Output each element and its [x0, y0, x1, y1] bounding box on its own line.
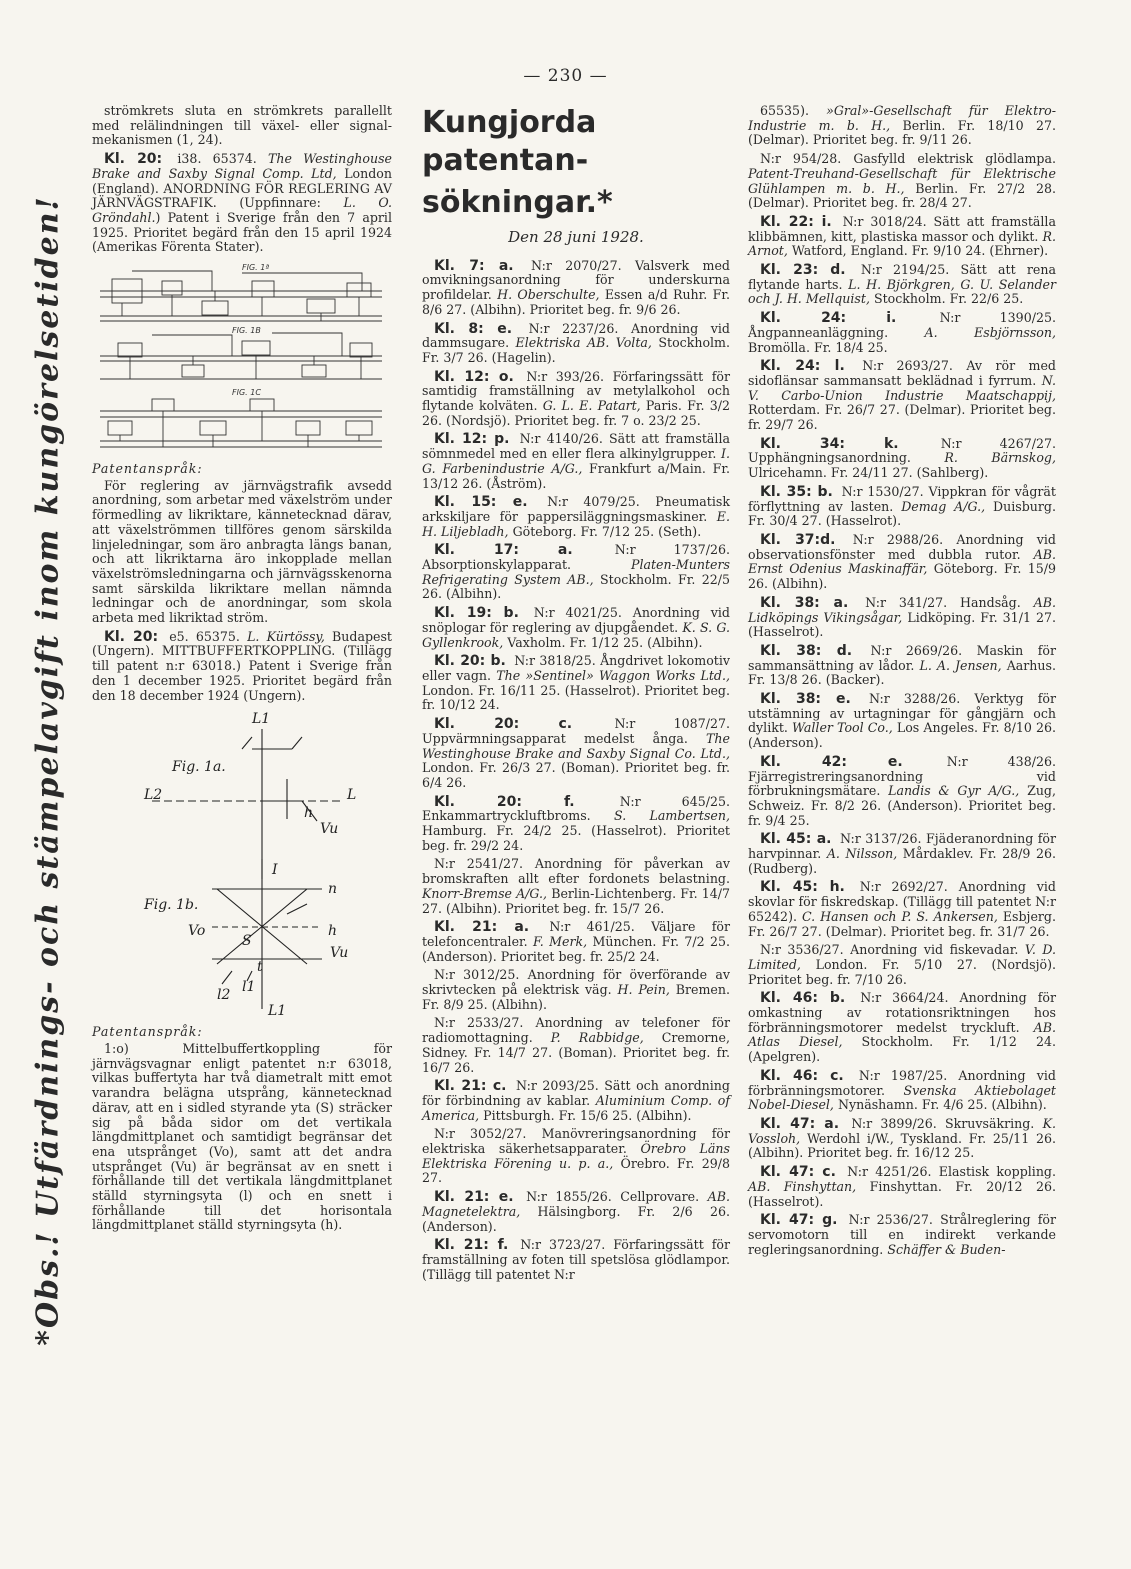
- entry-applicant: Platen-Munters Refrigerating System AB.,: [422, 557, 730, 587]
- patent-entry: [748, 1069, 1056, 1113]
- entry-text: N:r 2533/27. Anordning av telefoner för radiomottagning.: [422, 1015, 730, 1046]
- entry-applicant: Aluminium Comp. of America,: [422, 1092, 730, 1123]
- patent-entry: [422, 543, 730, 602]
- entry-class: Kl. 21: a.: [434, 919, 530, 936]
- patent-entry: [422, 1190, 730, 1234]
- patent-entry: [422, 432, 730, 491]
- section-headline-line1: Kungjorda patentan-: [422, 105, 597, 178]
- entry-applicant: V. D. Limited,: [748, 942, 1056, 972]
- label-L: L: [347, 787, 357, 804]
- entry-applicant: I. G. Farbenindustrie A/G.,: [422, 446, 730, 476]
- entry-applicant: S. Lambertsen,: [614, 808, 730, 824]
- column-2-entries: [422, 259, 730, 1283]
- entry-class: Kl. 46: c.: [760, 1067, 844, 1084]
- entry-text: N:r 1855/26. Cellprovare.: [526, 1189, 700, 1205]
- entry-details: Berlin-Lichtenberg. Fr. 14/7 27. (Albihn). Prioritet beg. fr. 15/7 26.: [422, 885, 730, 916]
- entry-text: N:r 4021/25. Anordning vid snöplogar för reglering av djupgåendet.: [422, 605, 730, 635]
- column-3: [748, 104, 1056, 1261]
- sidebar-text: *Obs.! Utfärdnings- och stämpelavgift inom kungörelsetiden!: [30, 194, 66, 1346]
- patent-entry: [748, 1213, 1056, 1257]
- patent-entry: [748, 485, 1056, 529]
- label-Vu: Vu: [320, 821, 339, 838]
- label-h: h: [304, 805, 314, 822]
- entry-text: N:r 2237/26. Anordning vid dammsugare.: [422, 320, 730, 351]
- entry-details: Watford, England. Fr. 9/10 24. (Ehrner).: [791, 243, 1049, 259]
- entry-text: N:r 3723/27. Förfaringssätt för framställning av foten till spetslösa glödlampor. (Tillägg till patentet N:r: [422, 1237, 730, 1282]
- entry-class: Kl. 34: k.: [760, 435, 899, 452]
- entry-details: Nynäshamn. Fr. 4/6 25. (Albihn).: [837, 1097, 1047, 1113]
- entry-applicant: Waller Tool Co.,: [792, 720, 893, 736]
- entry-details: Göteborg. Fr. 7/12 25. (Seth).: [512, 523, 702, 539]
- entry-text: N:r 2194/25. Sätt att rena flytande harts.: [748, 262, 1056, 292]
- entry-applicant: F. Merk,: [533, 933, 588, 949]
- claims-text-2: 1:o) Mittelbuffertkoppling för järnvägsvagnar enligt patentet n:r 63018, vilkas buffertyta har två diametralt mitt emot varandra belägna utsprång, kännetecknad därav, att en i sidled styrande yta (S) sträcker sig på båda sidor om det vertikala längdmittplanet och samtidigt begränsar det ena utsprånget (Vo), samt att det andra utsprånget (Vu) är begränsat av en snett i förhållande till det vertikala längdmittplanet ställd styrningsyta (l) och en snett i förhållande till det horisontala längdmittplanet ställd styrningsyta (h).: [92, 1040, 392, 1233]
- entry-class: Kl. 17: a.: [434, 542, 573, 559]
- entry-details: Vaxholm. Fr. 1/12 25. (Albihn).: [507, 634, 703, 650]
- entry-details: Hälsingborg. Fr. 2/6 26. (Anderson).: [422, 1203, 730, 1234]
- entry-text: N:r 2541/27. Anordning för påverkan av bromskraften allt efter fordonets belastning.: [422, 856, 730, 887]
- buffer-coupling-diagram: [92, 709, 392, 1019]
- entry-applicant: N. V. Carbo-Union Industrie Maatschappij,: [748, 372, 1056, 403]
- fig-label-1a: FIG. 1ª: [242, 263, 270, 273]
- entry-class: Kl. 21: c.: [434, 1078, 507, 1095]
- entry-applicant: Schäffer & Buden-: [887, 1241, 1006, 1257]
- entry-text: N:r 645/25. Enkammartryckluftbroms.: [422, 793, 730, 824]
- page-number: — 230 —: [523, 66, 608, 86]
- entry-class: Kl. 24: i.: [760, 310, 897, 327]
- entry-text: N:r 4140/26. Sätt att framställa sömnmedel med en eller flera alkinylgrupper.: [422, 431, 730, 462]
- patent-entry: [748, 152, 1056, 211]
- label-l1: l1: [242, 979, 256, 996]
- entry-details: Berlin. Fr. 27/2 28. (Delmar). Prioritet beg. fr. 28/4 27.: [748, 180, 1056, 211]
- patent-entry: [422, 857, 730, 916]
- entry-applicant: G. L. E. Patart,: [542, 398, 641, 414]
- entry-applicant: L. H. Björkgren, G. U. Selander och J. H. Mellquist,: [748, 276, 1056, 307]
- entry-class: Kl. 12: p.: [434, 431, 510, 448]
- patent-entry: [748, 263, 1056, 307]
- entry-text: N:r 1987/25. Anordning vid förbränningsmotorer.: [748, 1067, 1056, 1098]
- entry-details: Frankfurt a/Main. Fr. 13/12 26. (Åström).: [422, 460, 730, 491]
- entry-inventor: L. O. Gröndahl.: [92, 195, 392, 225]
- patent-entry: [748, 1117, 1056, 1161]
- entry-class: Kl. 20:: [104, 151, 163, 168]
- entry-text: N:r 1530/27. Vippkran för vågrät förflyttning av lasten.: [748, 483, 1056, 514]
- entry-text: N:r 3899/26. Skruvsäkring.: [851, 1116, 1035, 1131]
- patent-entry: [748, 880, 1056, 939]
- entry-text: N:r 954/28. Gasfylld elektrisk glödlampa.: [760, 151, 1056, 167]
- patent-entry: [748, 755, 1056, 829]
- entry-text: N:r 2070/27. Valsverk med omvikningsanordning för underskurna profildelar.: [422, 257, 730, 303]
- entry-text: N:r 2093/25. Sätt och anordning för förbindning av kablar.: [422, 1078, 730, 1108]
- entry-text: N:r 2536/27. Strålreglering för servomotorn till en indirekt verkande regleringsanordning.: [748, 1212, 1056, 1257]
- entry-details: Stockholm. Fr. 22/5 26. (Albihn).: [422, 571, 730, 602]
- fig-1b-label: Fig. 1b.: [144, 897, 199, 914]
- entry-class: Kl. 47: a.: [760, 1116, 840, 1132]
- entry-details: Paris. Fr. 3/2 26. (Nordsjö). Prioritet beg. fr. 7 o. 23/2 25.: [422, 398, 730, 428]
- entry-number: i38. 65374.: [177, 151, 257, 167]
- entry-class: Kl. 20: c.: [434, 716, 573, 733]
- label-n: n: [328, 881, 338, 898]
- intro-text: strömkrets sluta en strömkrets parallellt med relälindningen till växel- eller signalmekanismen (1, 24).: [92, 103, 392, 148]
- entry-class: Kl. 20: b.: [434, 653, 506, 670]
- entry-applicant: R. Bärnskog,: [944, 450, 1056, 466]
- label-h2: h: [328, 923, 338, 940]
- entry-text: N:r 393/26. Förfaringssätt för samtidig framställning av metylalkohol och flytande kolväten.: [422, 368, 730, 414]
- entry-details: Lidköping. Fr. 31/1 27. (Hasselrot).: [748, 609, 1056, 640]
- entry-applicant: Demag A/G.,: [901, 498, 986, 514]
- entry-text: N:r 2693/27. Av rör med sidoflänsar sammansatt beklädnad i fyrrum.: [748, 358, 1056, 388]
- entry-applicant: P. Rabbidge,: [550, 1030, 644, 1046]
- entry-class: Kl. 47: c.: [760, 1164, 836, 1181]
- entry-details: Göteborg. Fr. 15/9 26. (Albihn).: [748, 561, 1056, 592]
- entry-text: N:r 3137/26. Fjäderanordning för harvpinnar.: [748, 831, 1056, 862]
- circuit-diagram-figure: [92, 261, 392, 456]
- patent-entry: [422, 920, 730, 964]
- entry-applicant: L. Kürtössy,: [247, 628, 325, 644]
- entry-text: N:r 4079/25. Pneumatisk arkskiljare för pappersiläggningsmaskiner.: [422, 494, 730, 524]
- entry-text: N:r 438/26. Fjärregistreringsanordning vid förbrukningsmätare.: [748, 753, 1056, 799]
- entry-applicant: AB. Ernst Odenius Maskinaffär,: [748, 546, 1056, 577]
- entry-applicant: AB. Magnetelektra,: [422, 1189, 730, 1219]
- column-2: [422, 104, 730, 1286]
- entry-class: Kl. 20: f.: [434, 793, 575, 810]
- entry-text: N:r 1087/27. Uppvärmningsapparat medelst ånga.: [422, 716, 730, 746]
- patent-entry: [422, 1016, 730, 1075]
- entry-applicant: AB. Finshyttan,: [748, 1178, 857, 1194]
- entry-applicant: E. H. Liljebladh,: [422, 508, 730, 539]
- fig-label-1b: FIG. 1B: [232, 326, 261, 336]
- entry-details: Stockholm. Fr. 22/6 25.: [873, 291, 1024, 307]
- patent-entry: [748, 359, 1056, 433]
- patent-entry: [422, 1079, 730, 1123]
- label-t: t: [257, 959, 263, 976]
- patent-entry: [748, 533, 1056, 592]
- claims-heading-2: Patentanspråk:: [92, 1024, 203, 1040]
- entry-class: Kl. 21: f.: [434, 1237, 509, 1254]
- entry-details: Pittsburgh. Fr. 15/6 25. (Albihn).: [483, 1107, 692, 1123]
- entry-text: N:r 341/27. Handsåg.: [865, 594, 1021, 610]
- entry-text: N:r 1737/26. Absorptionskylapparat.: [422, 542, 730, 573]
- entry-class: Kl. 20:: [104, 628, 159, 645]
- entry-details: Berlin. Fr. 18/10 27. (Delmar). Prioritet beg. fr. 9/11 26.: [748, 117, 1056, 148]
- patent-entry-65374: [92, 152, 392, 255]
- entry-details: London. Fr. 26/3 27. (Boman). Prioritet beg. fr. 6/4 26.: [422, 760, 730, 790]
- entry-applicant: »Gral»-Gesellschaft für Elektro-Industrie m. b. H.,: [748, 103, 1056, 133]
- claims-text-1: För reglering av järnvägstrafik avsedd anordning, som arbetar med växelström under förmedling av likriktare, kännetecknad därav, att växelströmmen tillföres genom särskilda linjeledningar, som äro anbragta längs banan, och att likriktarna äro inkopplade mellan växelströmsledningarna och järnvägsskenorna samt särskilda likriktare mellan nämnda ledningar och de anordningar, som skola arbeta med likriktad ström.: [92, 477, 392, 626]
- patent-entry: [422, 370, 730, 429]
- entry-class: Kl. 8: e.: [434, 320, 513, 337]
- entry-applicant: C. Hansen och P. S. Ankersen,: [801, 908, 998, 924]
- patent-entry: [748, 215, 1056, 259]
- entry-class: Kl. 19: b.: [434, 605, 519, 622]
- entry-applicant: AB. Atlas Diesel,: [748, 1019, 1056, 1050]
- patent-entry: [748, 437, 1056, 481]
- patent-entry: [422, 259, 730, 318]
- entry-text: N:r 2988/26. Anordning vid observationsfönster med dubbla rutor.: [748, 531, 1056, 562]
- entry-class: Kl. 37:d.: [760, 531, 836, 548]
- patent-entry: [422, 1238, 730, 1282]
- label-l2: l2: [217, 987, 231, 1004]
- entry-class: Kl. 45: h.: [760, 879, 845, 896]
- entry-text: N:r 461/25. Väljare för telefoncentraler.: [422, 919, 730, 949]
- entry-details: Esbjerg. Fr. 26/7 27. (Delmar). Prioritet beg. fr. 31/7 26.: [748, 908, 1056, 939]
- entry-class: Kl. 47: g.: [760, 1212, 838, 1229]
- entry-details: Rotterdam. Fr. 26/7 27. (Delmar). Prioritet beg. fr. 29/7 26.: [748, 402, 1056, 433]
- label-S: S: [242, 933, 252, 950]
- entry-text: Budapest (Ungern). MITTBUFFERTKOPPLING. (Tillägg till patent n:r 63018.) Patent i Sverige från den 1 december 1925. Prioritet begärd från den 18 december 1924 (Ungern).: [92, 628, 392, 703]
- label-I: I: [272, 862, 278, 879]
- entry-text: N:r 3288/26. Verktyg för utstämning av urtagningar för gångjärn och dylikt.: [748, 691, 1056, 736]
- entry-applicant: K. Vossloh,: [748, 1116, 1057, 1146]
- section-date: Den 28 juni 1928.: [508, 228, 644, 246]
- entry-applicant: Elektriska AB. Volta,: [515, 335, 652, 351]
- entry-details: Essen a/d Ruhr. Fr. 8/6 27. (Albihn). Prioritet beg. fr. 9/6 26.: [422, 287, 730, 317]
- claims-heading-1: Patentanspråk:: [92, 461, 203, 477]
- entry-class: Kl. 15: e.: [434, 494, 528, 511]
- entry-details: Aarhus. Fr. 13/8 26. (Backer).: [748, 657, 1056, 688]
- entry-applicant: Knorr-Bremse A/G.,: [422, 885, 548, 901]
- entry-applicant: A. Esbjörnsson,: [924, 324, 1056, 340]
- entry-details: München. Fr. 7/2 25. (Anderson). Prioritet beg. fr. 25/2 24.: [422, 933, 731, 964]
- entry-details: London. Fr. 5/10 27. (Nordsjö). Prioritet beg. fr. 7/10 26.: [748, 956, 1056, 987]
- entry-applicant: The »Sentinel» Waggon Works Ltd.,: [496, 667, 730, 683]
- section-headline-line2: sökningar.*: [422, 185, 613, 220]
- patent-entry: [748, 991, 1056, 1065]
- entry-details: Zug, Schweiz. Fr. 8/2 26. (Anderson). Prioritet beg. fr. 9/4 25.: [748, 783, 1056, 828]
- entry-class: Kl. 46: b.: [760, 990, 846, 1007]
- entry-details: Los Angeles. Fr. 8/10 26. (Anderson).: [748, 720, 1057, 751]
- fig-label-1c: FIG. 1C: [232, 388, 261, 398]
- fig-1a-label: Fig. 1a.: [172, 759, 226, 776]
- patent-entry: [748, 1165, 1056, 1209]
- column-1: [92, 104, 392, 1237]
- entry-details: Stockholm. Fr. 1/12 24. (Apelgren).: [748, 1034, 1056, 1065]
- column-3-entries: [748, 104, 1056, 1257]
- patent-entry: [748, 832, 1056, 876]
- entry-class: Kl. 38: d.: [760, 642, 853, 659]
- entry-text: N:r 3664/24. Anordning för omkastning av rotationsriktningen hos förbränningsmotorer medelst tryckluft.: [748, 990, 1056, 1035]
- entry-text: N:r 3012/25. Anordning för överförande av skrivtecken på elektrisk väg.: [422, 967, 730, 998]
- entry-text: London (England). ANORDNING FÖR REGLERING AV JÄRNVÄGSTRAFIK. (Uppfinnare:: [92, 165, 392, 211]
- entry-applicant: R. Arnot,: [748, 228, 1056, 259]
- patent-entry: [748, 692, 1056, 751]
- entry-text: N:r 3818/25. Ångdrivet lokomotiv eller vagn.: [422, 653, 730, 683]
- entry-class: Kl. 35: b.: [760, 483, 833, 500]
- entry-applicant: Patent-Treuhand-Gesellschaft für Elektrische Glühlampen m. b. H.,: [748, 165, 1056, 196]
- entry-class: Kl. 38: a.: [760, 594, 849, 611]
- entry-text-2: ) Patent i Sverige från den 7 april 1925. Prioritet begärd från den 15 april 1924 (Amerikas Förenta Stater).: [92, 209, 392, 255]
- entry-text: N:r 3536/27. Anordning vid fiskevadar.: [760, 942, 1019, 958]
- patent-entry: [748, 943, 1056, 987]
- entry-applicant: Svenska Aktiebolaget Nobel-Diesel,: [748, 1082, 1056, 1113]
- entry-details: Finshyttan. Fr. 20/12 26. (Hasselrot).: [748, 1178, 1056, 1209]
- label-L2: L2: [144, 787, 163, 804]
- entry-applicant: H. Pein,: [617, 982, 670, 998]
- entry-applicant: A. Nilsson,: [826, 846, 898, 862]
- patent-entry: [422, 1127, 730, 1186]
- entry-text: N:r 2669/26. Maskin för sammansättning av lådor.: [748, 642, 1056, 673]
- entry-applicant: L. A. Jensen,: [919, 657, 1002, 673]
- entry-details: Stockholm. Fr. 3/7 26. (Hagelin).: [422, 335, 730, 365]
- patent-entry: [748, 596, 1056, 640]
- entry-number: e5. 65375.: [169, 628, 240, 644]
- entry-details: Duisburg. Fr. 30/4 27. (Hasselrot).: [748, 498, 1056, 529]
- entry-class: Kl. 38: e.: [760, 691, 851, 708]
- patent-entry: [748, 644, 1056, 688]
- entry-text: N:r 4251/26. Elastisk koppling.: [847, 1164, 1056, 1180]
- entry-text: N:r 4267/27. Upphängningsanordning.: [748, 435, 1056, 466]
- entry-applicant: K. S. G. Gyllenkrook,: [422, 619, 730, 650]
- entry-details: Hamburg. Fr. 24/2 25. (Hasselrot). Prioritet beg. fr. 29/2 24.: [422, 823, 730, 853]
- patent-entry: [422, 968, 730, 1012]
- entry-applicant: H. Oberschulte,: [497, 287, 600, 303]
- patent-entry: [748, 311, 1056, 355]
- entry-text: 65535).: [760, 103, 809, 118]
- entry-text: N:r 3052/27. Manövreringsanordning för elektriska säkerhetsapparater.: [422, 1126, 730, 1157]
- entry-details: Örebro. Fr. 29/8 27.: [422, 1155, 730, 1186]
- entry-details: Bromölla. Fr. 18/4 25.: [748, 339, 888, 355]
- entry-text: N:r 2692/27. Anordning vid skovlar för fiskredskap. (Tillägg till patentet N:r 65242).: [748, 879, 1056, 924]
- label-Vu-2: Vu: [330, 945, 349, 962]
- entry-class: Kl. 12: o.: [434, 368, 514, 385]
- patent-entry: [422, 795, 730, 854]
- entry-applicant: AB. Lidköpings Vikingsågar,: [748, 594, 1056, 625]
- entry-details: Ulricehamn. Fr. 24/11 27. (Sahlberg).: [748, 465, 989, 481]
- patent-entry: [422, 717, 730, 791]
- label-L1-bottom: L1: [268, 1003, 287, 1020]
- entry-applicant: Landis & Gyr A/G.,: [888, 783, 1020, 799]
- entry-details: Werdohl i/W., Tyskland. Fr. 25/11 26. (Albihn). Prioritet beg. fr. 16/12 25.: [748, 1130, 1056, 1161]
- entry-text: N:r 3018/24. Sätt att framställa klibbämnen, kitt, plastiska massor och dylikt.: [748, 213, 1056, 244]
- entry-text: N:r 1390/25. Ångpanneanläggning.: [748, 310, 1056, 340]
- entry-details: Bremen. Fr. 8/9 25. (Albihn).: [422, 982, 730, 1012]
- entry-applicant: The Westinghouse Brake and Saxby Signal Comp. Ltd,: [92, 151, 392, 181]
- entry-class: Kl. 45: a.: [760, 831, 832, 848]
- entry-class: Kl. 24: l.: [760, 358, 845, 375]
- entry-class: Kl. 21: e.: [434, 1189, 514, 1206]
- patent-entry: [748, 104, 1056, 148]
- patent-entry: [422, 495, 730, 539]
- entry-class: Kl. 22: i.: [760, 213, 832, 230]
- entry-applicant: Örebro Läns Elektriska Förening u. p. a.,: [422, 1141, 730, 1171]
- patent-entry-65375: [92, 630, 392, 704]
- patent-entry: [422, 654, 730, 713]
- sidebar-notice: [20, 194, 76, 1346]
- entry-details: Mårdaklev. Fr. 28/9 26. (Rudberg).: [748, 846, 1056, 876]
- label-Vo: Vo: [188, 923, 206, 940]
- entry-details: London. Fr. 16/11 25. (Hasselrot). Prioritet beg. fr. 10/12 24.: [422, 682, 730, 713]
- entry-applicant: The Westinghouse Brake and Saxby Signal Co. Ltd.,: [422, 730, 730, 761]
- entry-class: Kl. 7: a.: [434, 257, 514, 274]
- patent-entry: [422, 606, 730, 650]
- label-L1-top: L1: [252, 711, 271, 728]
- entry-class: Kl. 23: d.: [760, 262, 846, 279]
- entry-class: Kl. 42: e.: [760, 753, 903, 770]
- patent-entry: [422, 322, 730, 366]
- entry-details: Cremorne, Sidney. Fr. 14/7 27. (Boman). Prioritet beg. fr. 16/7 26.: [422, 1030, 730, 1075]
